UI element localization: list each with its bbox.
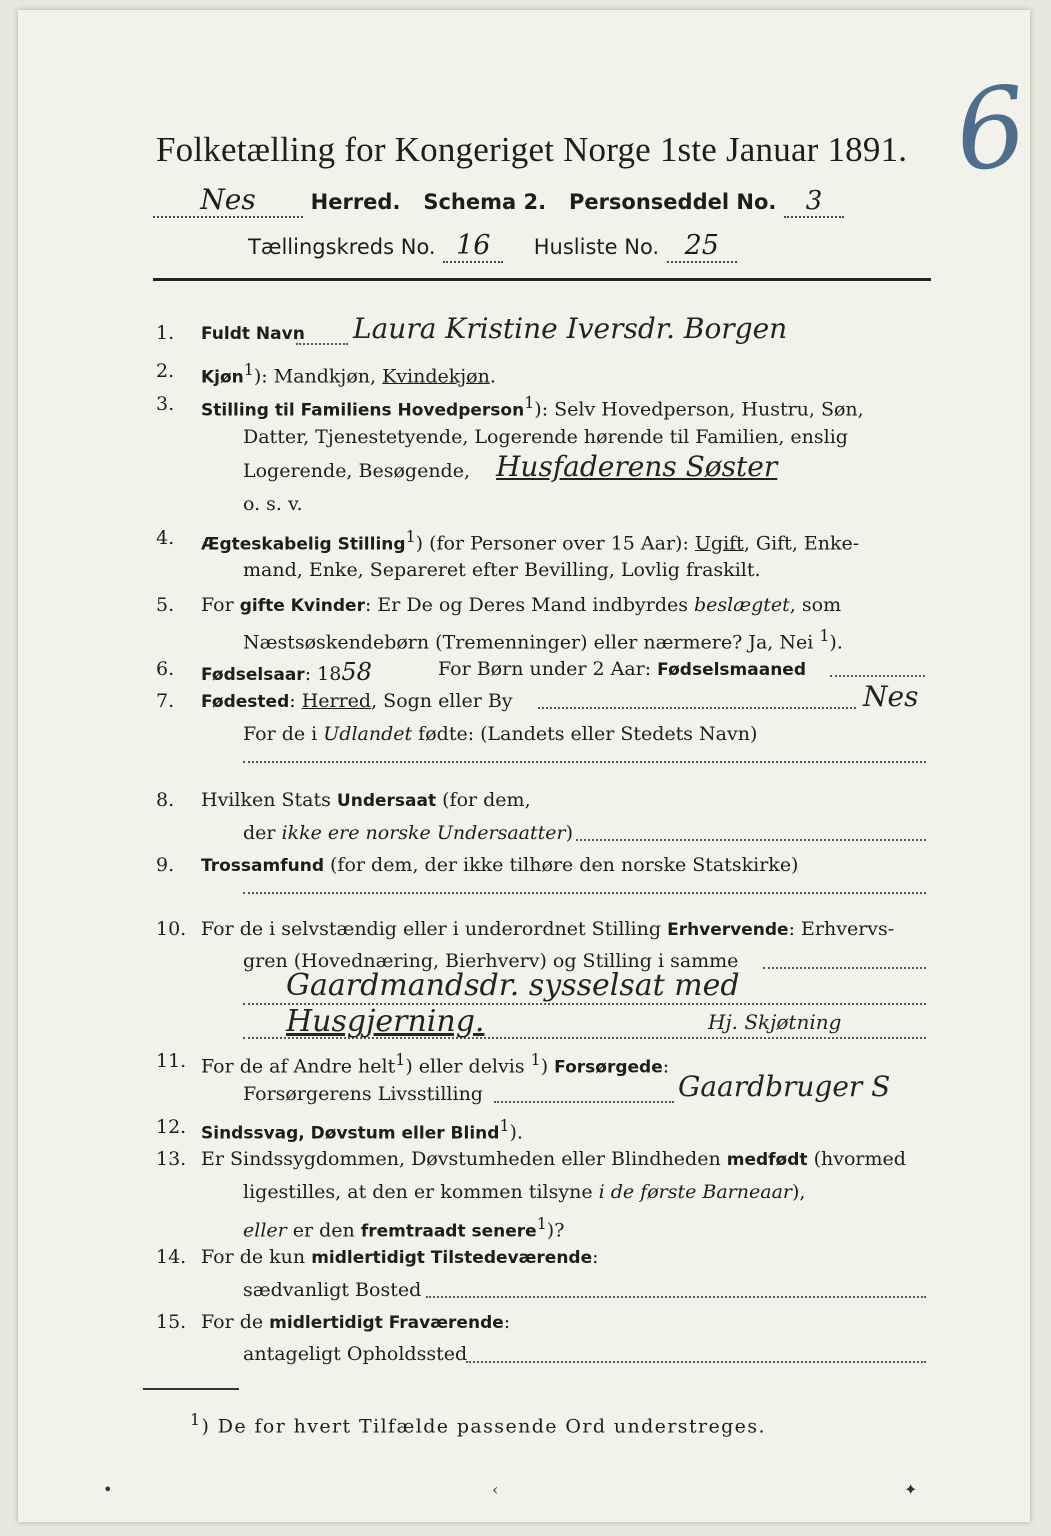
census-form-sheet: [18, 10, 1033, 1522]
item-text-line2: Datter, Tjenestetyende, Logerende hørende til Familien, enslig: [243, 426, 848, 448]
item-text-line2: [243, 822, 573, 844]
item-text: [201, 1050, 669, 1077]
fremtraadt-label: fremtraadt senere: [360, 1221, 537, 1242]
footnote-divider: [143, 1388, 239, 1390]
item-text: [201, 789, 531, 811]
footnote: [190, 1410, 766, 1437]
text: For de i selvstændig eller i underordnet Stilling: [201, 918, 668, 940]
footnote-ref: 1: [524, 393, 535, 412]
text: For de kun: [201, 1246, 312, 1268]
bosted-field: [426, 1296, 926, 1298]
stray-mark: ‹: [492, 1480, 499, 1499]
item-number: 9.: [156, 854, 175, 876]
item-number: 10.: [156, 918, 187, 940]
text: ) eller delvis: [405, 1055, 531, 1078]
stray-mark: ✦: [904, 1480, 918, 1499]
item-text: [201, 1116, 523, 1143]
text: For de af Andre helt: [201, 1055, 396, 1078]
item-text-line2: antageligt Opholdssted: [243, 1343, 468, 1365]
erhvervende-label: Erhvervende: [667, 920, 789, 940]
udlandet-field: [243, 761, 926, 763]
text: ) (for Personer over 15 Aar):: [415, 532, 695, 555]
erhverv-annotation: Hj. Skjøtning: [708, 1010, 842, 1034]
item-text: [438, 658, 806, 680]
undersaat-label: Undersaat: [336, 791, 437, 811]
fodselsmaaned-label: Fødselsmaaned: [657, 660, 806, 680]
text: ),: [792, 1181, 806, 1203]
dotted-leader: [494, 1101, 674, 1103]
aegteskabelig-label: Ægteskabelig Stilling: [201, 534, 406, 555]
item-number: 11.: [156, 1050, 187, 1072]
trossamfund-label: Trossamfund: [201, 856, 324, 876]
text: For Børn under 2 Aar:: [438, 658, 658, 680]
taellingskreds-label: Tællingskreds No.: [248, 235, 436, 259]
erhverv-value-line2: Husgjerning.: [286, 1004, 485, 1039]
fodselsmaaned-field: [830, 675, 925, 677]
item-text: [201, 690, 513, 712]
text: Hvilken Stats: [201, 789, 337, 811]
fodselsaar-label: Fødselsaar: [201, 665, 305, 685]
text: (hvormed: [807, 1148, 906, 1170]
header-row-taellingskreds: [248, 230, 737, 263]
item-text: [201, 918, 894, 940]
item-number: 1.: [156, 322, 175, 344]
footnote-ref: 1: [536, 1214, 547, 1233]
husliste-value: 25: [684, 230, 719, 261]
item-text: [201, 393, 864, 420]
dotted-leader: [763, 967, 926, 969]
text: :: [592, 1246, 599, 1268]
text: : Erhvervs-: [788, 918, 895, 940]
text: : Er De og Deres Mand indbyrdes: [364, 594, 695, 616]
item-text-line2: [243, 1181, 805, 1203]
text: ):: [253, 365, 274, 388]
text: ): [565, 822, 573, 844]
forsorger-value: Gaardbruger S: [678, 1070, 891, 1103]
fodested-value: Nes: [863, 680, 919, 713]
item-text: [201, 527, 859, 554]
option-kvindekjon-underlined: Kvindekjøn: [382, 365, 490, 388]
footnote-ref: 1: [395, 1050, 406, 1069]
item-text-line2: sædvanligt Bosted: [243, 1279, 422, 1301]
fodselsaar-value: 58: [341, 658, 372, 686]
taellingskreds-value: 16: [456, 230, 491, 261]
item-number: 15.: [156, 1311, 187, 1333]
form-title: Folketælling for Kongeriget Norge 1ste Januar 1891.: [156, 130, 908, 169]
text: Næstsøskendebørn (Tremenninger) eller nærmere? Ja, Nei: [243, 631, 820, 654]
item-text: [201, 1311, 510, 1333]
erhverv-value-line1: Gaardmandsdr. sysselsat med: [286, 968, 740, 1003]
text: : 18: [304, 663, 342, 685]
kjon-label: Kjøn: [201, 367, 244, 388]
item-text: [201, 1246, 599, 1268]
footnote-text: ) De for hvert Tilfælde passende Ord understreges.: [201, 1415, 766, 1438]
item-text-line2: Forsørgerens Livsstilling: [243, 1083, 483, 1105]
text: Er Sindssygdommen, Døvstumheden eller Blindheden: [201, 1148, 727, 1170]
text: ).: [829, 631, 843, 654]
text: ): [540, 1055, 555, 1078]
text-italic: beslægtet: [694, 594, 790, 616]
option-ugift-underlined: Ugift: [694, 532, 744, 555]
item-number: 6.: [156, 658, 175, 680]
item-number: 8.: [156, 789, 175, 811]
text: :: [662, 1055, 670, 1078]
forsorgede-label: Forsørgede: [554, 1057, 663, 1078]
footnote-ref: 1: [530, 1050, 541, 1069]
item-text: [201, 658, 372, 686]
text-italic: Udlandet: [323, 723, 413, 745]
item-text-line2: [243, 723, 757, 745]
herred-field: [153, 183, 303, 218]
text: .: [489, 365, 496, 388]
personseddel-label: Personseddel No.: [568, 190, 777, 214]
gifte-kvinder-label: gifte Kvinder: [239, 596, 365, 616]
item-number: 3.: [156, 393, 175, 415]
fodested-label: Fødested: [201, 692, 290, 712]
text-italic: eller: [243, 1219, 287, 1242]
item-text: [201, 1148, 906, 1170]
text: :: [503, 1311, 511, 1333]
footnote-marker: 1: [190, 1410, 202, 1429]
fuldt-navn-value: Laura Kristine Iversdr. Borgen: [353, 312, 788, 345]
item-number: 4.: [156, 527, 175, 549]
husliste-field: [667, 230, 737, 263]
herred-label: Herred.: [310, 190, 401, 214]
item-number: 13.: [156, 1148, 187, 1170]
text-italic: ikke ere norske Undersaatter: [281, 822, 566, 844]
dotted-leader: [296, 343, 348, 345]
herred-value: Nes: [200, 183, 256, 216]
item-text: [201, 854, 798, 876]
stilling-value: Husfaderens Søster: [496, 450, 778, 483]
footnote-ref: 1: [819, 626, 830, 645]
footnote-ref: 1: [405, 527, 416, 546]
text: )?: [546, 1219, 565, 1242]
text: , Gift, Enke-: [743, 532, 860, 555]
item-label: [201, 322, 305, 344]
fravaerende-label: midlertidigt Fraværende: [269, 1313, 504, 1333]
text: fødte: (Landets eller Stedets Navn): [412, 723, 758, 745]
sindssvag-label: Sindssvag, Døvstum eller Blind: [201, 1123, 500, 1144]
text: ligestilles, at den er kommen tilsyne: [243, 1181, 599, 1203]
item-text: [201, 594, 841, 616]
text: :: [289, 690, 302, 712]
schema-label: Schema 2.: [423, 190, 547, 214]
personseddel-field: [784, 186, 844, 218]
item-number: 12.: [156, 1116, 187, 1138]
item-text: [201, 360, 496, 387]
item-number: 2.: [156, 360, 175, 382]
item-text-line3: [243, 1214, 564, 1241]
fuldt-navn-label: Fuldt Navn: [201, 324, 305, 344]
item-text-line4: o. s. v.: [243, 493, 303, 515]
item-number: 7.: [156, 690, 175, 712]
husliste-label: Husliste No.: [533, 235, 660, 259]
footnote-ref: 1: [499, 1116, 510, 1135]
text: Logerende, Besøgende: [243, 460, 464, 482]
undersaat-field: [576, 839, 926, 841]
stray-mark: •: [103, 1480, 113, 1499]
option-mandkjon: Mandkjøn,: [273, 365, 383, 388]
medfodt-label: medfødt: [726, 1150, 808, 1170]
tilstedevaerende-label: midlertidigt Tilstedeværende: [311, 1248, 593, 1268]
item-text-line2: gren (Hovednæring, Bierhverv) og Stilling i samme: [243, 950, 739, 972]
item-text-line3: [243, 460, 470, 482]
item-text-line2: mand, Enke, Separeret efter Bevilling, Lovlig fraskilt.: [243, 559, 761, 581]
text: der: [243, 822, 282, 844]
footnote-ref: 1: [243, 360, 254, 379]
item-number: 5.: [156, 594, 175, 616]
text-italic: i de første Barneaar: [598, 1181, 792, 1203]
dotted-leader: [538, 707, 856, 709]
text: er den: [286, 1219, 361, 1242]
handwritten-page-number: 6: [949, 61, 1033, 197]
personseddel-value: 3: [805, 186, 823, 216]
text: For: [201, 594, 240, 616]
text: ): Selv Hovedperson, Hustru, Søn,: [534, 398, 864, 421]
taellingskreds-field: [443, 230, 503, 263]
text: ,: [463, 460, 471, 482]
text: ).: [509, 1121, 523, 1144]
text: For de i: [243, 723, 324, 745]
trossamfund-field: [243, 892, 926, 894]
opholdssted-field: [466, 1361, 926, 1363]
stilling-label: Stilling til Familiens Hovedperson: [201, 400, 525, 421]
text: , som: [789, 594, 842, 616]
text: (for dem, der ikke tilhøre den norske Statskirke): [323, 854, 799, 876]
item-text-line2: [243, 626, 843, 653]
text: For de: [201, 1311, 270, 1333]
header-row-herred: [153, 183, 844, 218]
item-number: 14.: [156, 1246, 187, 1268]
header-divider: [153, 278, 931, 281]
text: , Sogn eller By: [371, 690, 513, 712]
option-herred-underlined: Herred: [301, 690, 372, 712]
text: (for dem,: [436, 789, 531, 811]
